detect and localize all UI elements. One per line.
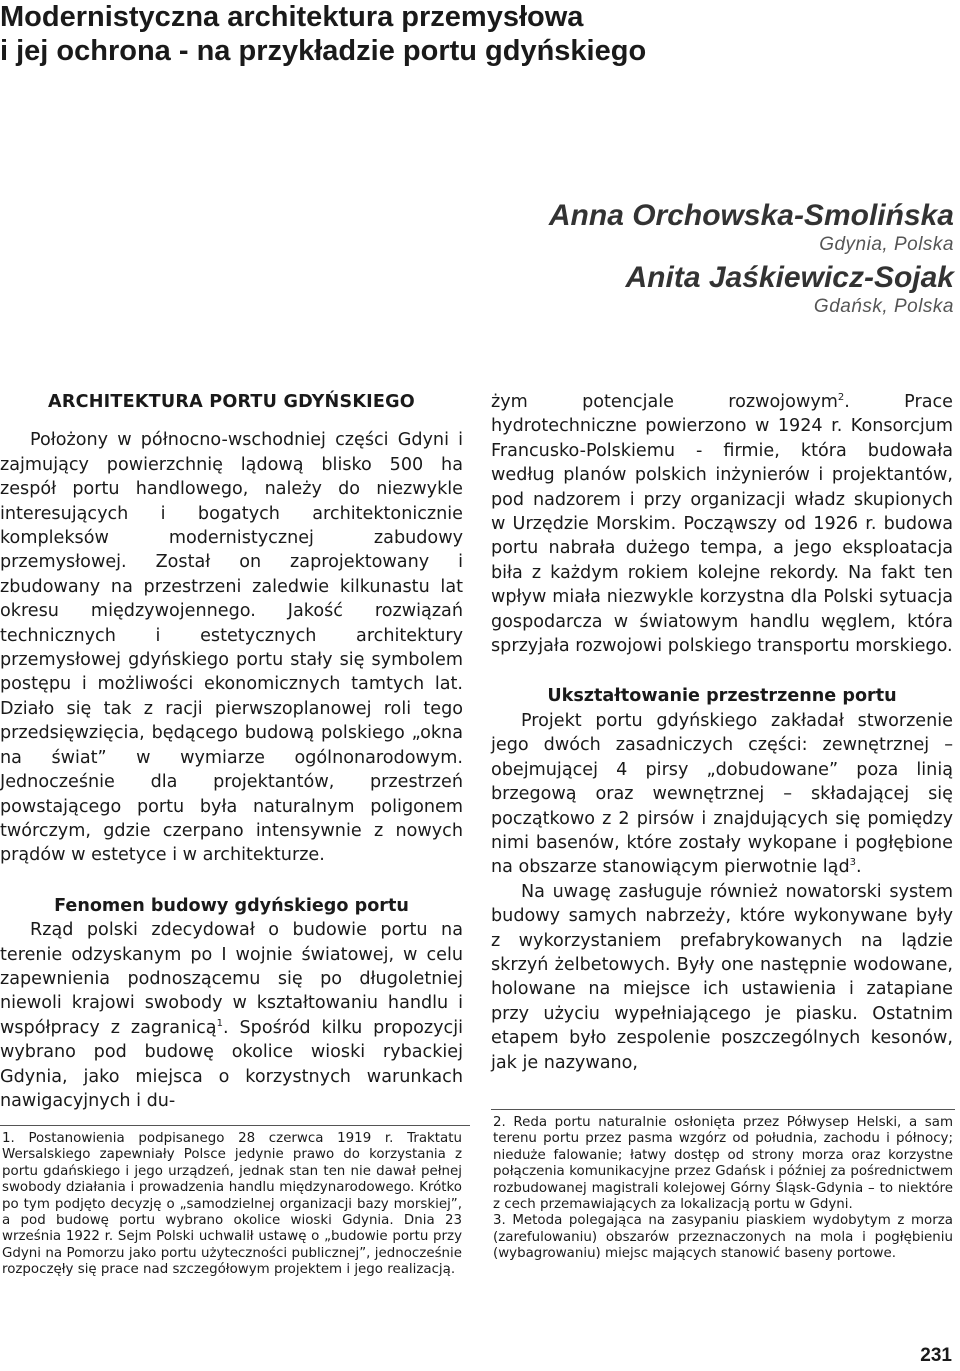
left-column [0,390,463,1113]
author-1-place: Gdynia, Polska [819,234,954,255]
paragraph-layout: Projekt portu gdyńskiego zakładał stworzenie jego dwóch zasadniczych części: zewnętrznej – obejmującej 4 pirsy „dobudowane” poza linią brzegową oraz wewnętrznej – składającej się początkowo z 2 pirsów i znajdujących się pomiędzy nimi basenów, które zostały wykopane i pogłębione na obszarze stanowiącym pierwotnie ląd$^3$. [491,710,953,878]
footnote-divider-right [491,1109,955,1110]
author-list [334,198,954,318]
footnote-divider-left [0,1125,470,1126]
footnote-ref-2[interactable]: 2 [837,392,845,404]
author-2-name: Anita Jaśkiewicz-Sojak [625,261,954,294]
author-2-place: Gdańsk, Polska [813,296,954,317]
paragraph-architecture: Położony w północno-wschodniej części Gdyni i zajmujący powierzchnię lądową blisko 500 ha zespół portu handlowego, należy do niezwykle interesujących i bogatych architektonicznie kompleksów modernistycznej zabudowy przemysłowej. Został on zaprojektowany i zbudowany na przestrzeni zaledwie kilkunastu lat okresu międzywojennego. Jakość rozwiązań technicznych i estetycznych architektury przemysłowej gdyńskiego portu stały się symbolem postępu i możliwości ekonomicznych tamtych lat. Działo się tak z racji pierwszoplanowej roli tego przedsięwzięcia, będącego budową polskiego „okna na świat” w wymiarze ogólnonarodowym. Jednocześnie dla projektantów, przestrzeń powstającego portu była naturalnym poligonem twórczym, gdzie czerpano intensywnie z nowych prądów w estetyce i w architekturze. [0,430,463,866]
section-heading-architecture: ARCHITEKTURA PORTU GDYŃSKIEGO [48,392,415,412]
section-heading-layout: Ukształtowanie przestrzenne portu [547,686,897,707]
author-2 [334,260,954,318]
right-column [491,390,953,1075]
section-heading-phenomenon: Fenomen budowy gdyńskiego portu [54,895,409,916]
title-line-1: Modernistyczna architektura przemysłowa [0,1,584,33]
paragraph-continuation: żym potencjale rozwojowym$^2$. Prace hydrotechniczne powierzono w 1924 r. Konsorcjum Francusko-Polskiemu - firmie, która budowała według planów polskich inżynierów i projektantów, pod nadzorem i przy organizacji władz skupionych w Urzędzie Morskim. Począwszy od 1926 r. budowa portu nabrała dużego tempa, a jego eksploatacja biła z każdym rokiem kolejne rekordy. Na fakt ten wpływ miała niezwykle korzystna dla Polski sytuacja gospodarcza w światowym handlu węglem, która sprzyjała rozwojowi polskiego transportu morskiego. [491,392,953,657]
footnotes-right [493,1115,953,1263]
author-1 [334,198,954,256]
article-title [0,0,940,68]
paragraph-construction: Na uwagę zasługuje również nowatorski system budowy samych nabrzeży, które wykonywane były z wykorzystaniem prefabrykowanych na lądzie skrzyń żelbetowych. Były one następnie wodowane, holowane na miejsce ich ustawienia i zatapiane przy użyciu wypełniającego je piasku. Ostatnim etapem było zespolenie poszczególnych kesonów, jak je nazywano, [491,881,953,1073]
footnote-3: 3. Metoda polegająca na zasypaniu piaskiem wydobytym z morza (zarefulowaniu) obszarów przeznaczonych na mola i pogłębieniu (wybagrowaniu) miejsc mających stanowić baseny portowe. [493,1213,953,1262]
footnote-2: 2. Reda portu naturalnie osłonięta przez Półwysep Helski, a sam terenu portu przez pasma wzgórz od południa, zachodu i północy; nieduże falowanie; łatwy dostęp od strony morza oraz korzystne połączenia komunikacyjne przez Gdańsk i później za pośrednictwem rozbudowanej magistrali kolejowej Górny Śląsk-Gdynia – to niektóre z cech przemawiających za lokalizacją portu w Gdyni. [493,1115,953,1213]
page-number: 231 [920,1345,952,1366]
footnote-ref-1[interactable]: 1 [216,1017,223,1029]
author-1-name: Anna Orchowska-Smolińska [548,199,954,232]
title-line-2: i jej ochrona - na przykładzie portu gdyńskiego [0,35,647,67]
footnote-ref-3[interactable]: 3 [849,857,856,869]
footnotes-left [2,1131,462,1279]
footnote-1: 1. Postanowienia podpisanego 28 czerwca 1919 r. Traktatu Wersalskiego zapewniały Polsce jedynie prawo do korzystania z portu gdańskiego i jego urządzeń, jednak stan ten nie dawał pełnej swobody działania i prowadzenia handlu międzynarodowego. Krótko po tym podjęto decyzję o „samodzielnej organizacji bazy morskiej”, a pod budowę portu wybrano okolice wioski Gdynia. Dnia 23 września 1922 r. Sejm Polski uchwalił ustawę o „budowie portu przy Gdyni na Pomorzu jako portu użyteczności publicznej”, jednocześnie rozpoczęły się prace nad szczegółowym projektem i jego realizacją. [2,1131,462,1278]
paragraph-phenomenon: Rząd polski zdecydował o budowie portu na terenie odzyskanym po I wojnie światowej, w celu zapewnienia podnoszącemu się po długoletniej niewoli krajowi swobody w kształtowaniu handlu i współpracy z zagranicą$^1$. Spośród kilku propozycji wybrano pod budowę okolice wioski rybackiej Gdynia, jako miejsca o korzystnych warunkach nawigacyjnych i du- [0,920,463,1111]
